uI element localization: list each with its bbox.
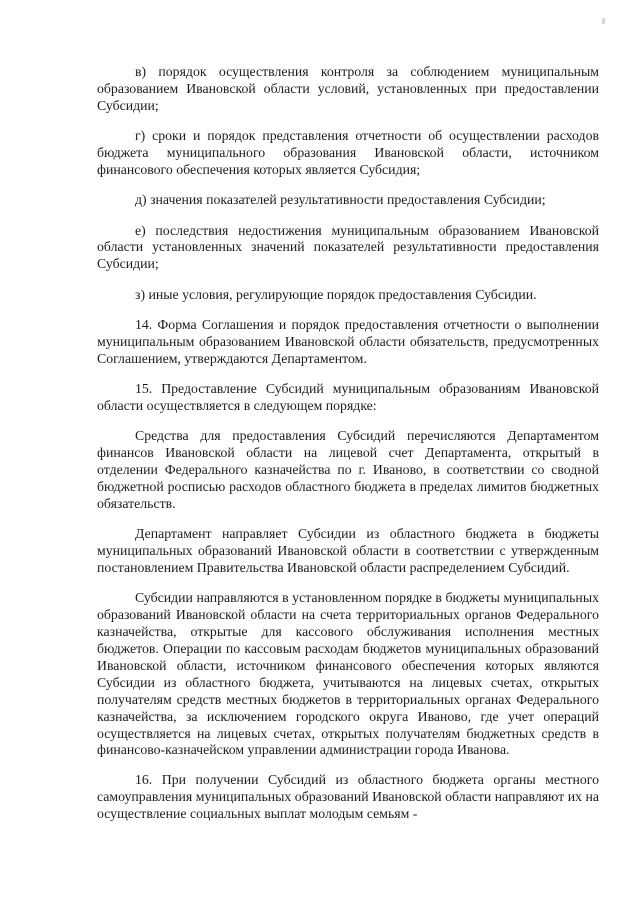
paragraph-g-reporting-terms: г) сроки и порядок представления отчетности об осуществлении расходов бюджета муниципального образования Ивановской области, источником финансового обеспечения которых является Субсидия;	[97, 128, 599, 177]
paragraph-funds-transfer: Средства для предоставления Субсидий перечисляются Департаментом финансов Ивановской области на лицевой счет Департамента, открытый в отделении Федерального казначейства по г. Иваново, в соответствии со сводной бюджетной росписью расходов областного бюджета в пределах лимитов бюджетных обязательств.	[97, 428, 599, 511]
paragraph-16-local-authorities: 16. При получении Субсидий из областного бюджета органы местного самоуправления муниципальных образований Ивановской области направляют их на осуществление социальных выплат молодым семьям -	[97, 771, 599, 821]
document-body	[97, 64, 599, 836]
paragraph-subsidies-accounts: Субсидии направляются в установленном порядке в бюджеты муниципальных образований Ивановской области на счета территориальных органов Федерального казначейства, открытые для кассового обслуживания исполнения местных бюджетов. Операции по кассовым расходам бюджетов муниципальных образований Ивановской области, источником финансового обеспечения которых являются Субсидии из областного бюджета, учитываются на лицевых счетах, открытых получателям средств местных бюджетов в территориальных органах Федерального казначейства, за исключением городского округа Иваново, где учет операций осуществляется на лицевых счетах, открытых получателям бюджетных средств в финансово-казначейском управлении администрации города Иванова.	[97, 590, 599, 758]
paragraph-d-indicator-values: д) значения показателей результативности предоставления Субсидии;	[135, 192, 546, 208]
paragraph-department-directs: Департамент направляет Субсидии из областного бюджета в бюджеты муниципальных образований Ивановской области в соответствии с утвержденным постановлением Правительства Ивановской области распределением Субсидий.	[97, 526, 599, 575]
paragraph-e-consequences: е) последствия недостижения муниципальным образованием Ивановской области установленных значений показателей результативности предоставления Субсидии;	[97, 222, 599, 272]
scan-mark	[602, 18, 605, 24]
paragraph-15-provision-order: 15. Предоставление Субсидий муниципальным образованиям Ивановской области осуществляется в следующем порядке:	[97, 381, 599, 413]
paragraph-v-control-procedure: в) порядок осуществления контроля за соблюдением муниципальным образованием Ивановской области условий, установленных при предоставлении Субсидии;	[97, 64, 599, 113]
paragraph-z-other-conditions: з) иные условия, регулирующие порядок предоставления Субсидии.	[135, 286, 537, 302]
paragraph-14-agreement-form: 14. Форма Соглашения и порядок предоставления отчетности о выполнении муниципальным образованием Ивановской области обязательств, предусмотренных Соглашением, утверждаются Департаментом.	[97, 316, 599, 366]
